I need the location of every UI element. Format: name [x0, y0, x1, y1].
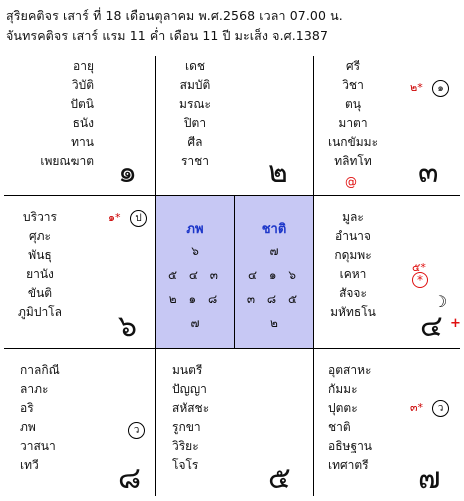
house-7-words: [328, 361, 408, 475]
house-5-word: มนตรี: [172, 363, 203, 377]
house-5-word: โจโร: [172, 458, 199, 472]
house-8-word: ภพ: [20, 420, 36, 434]
house-2-words: [160, 57, 230, 171]
house-5-word: รูกขา: [172, 420, 201, 434]
house-6-number: ๖: [118, 309, 138, 344]
house-6-word: พันธุ: [28, 248, 52, 262]
house-6-word: บริวาร: [23, 210, 57, 224]
house-7-word: กัมมะ: [328, 382, 358, 396]
house-1-words: [0, 57, 94, 171]
house-7-planet-label: ๓*: [410, 401, 424, 414]
house-4-word: มหัทธโน: [330, 305, 376, 319]
house-4-plus: +: [450, 316, 461, 331]
house-8-number: ๘: [118, 461, 142, 496]
house-6-planet-label: ๑*: [108, 211, 121, 224]
house-1-number: ๑: [118, 155, 138, 190]
house-8-words: [20, 361, 100, 475]
house-7-planet-symbol: ว: [432, 400, 449, 417]
house-6-word: ขันติ: [27, 286, 53, 300]
house-1-word: อายุ: [73, 59, 94, 73]
house-1-word: เพยณฆาต: [40, 154, 94, 168]
house-3-word: ศรี: [345, 59, 361, 73]
house-8-word: ลาภะ: [20, 382, 49, 396]
center-right-row: ๗: [269, 244, 279, 258]
center-right-row: ๔ ๑ ๖: [248, 268, 300, 282]
house-7-word: อธิษฐาน: [328, 439, 373, 453]
house-2-word: สมบัติ: [179, 78, 211, 92]
house-5-word: วิริยะ: [172, 439, 199, 453]
house-4-word: กดุมพะ: [334, 248, 372, 262]
house-1-word: ทาน: [71, 135, 94, 149]
house-3-word: ตนุ: [345, 97, 361, 111]
house-3-word: มาตา: [338, 116, 368, 130]
house-3-red-mark: @: [345, 175, 357, 189]
house-7-word: อุตสาหะ: [328, 363, 372, 377]
center-left-row: ๗: [190, 316, 200, 330]
house-4-word: สัจจะ: [339, 286, 367, 300]
center-left-row: ๖: [191, 244, 199, 258]
house-3-planet-label: ๒*: [410, 81, 423, 94]
house-6-word: ยานัง: [26, 267, 54, 281]
center-right-row: ๒: [270, 316, 278, 330]
grid-line-v2: [313, 56, 314, 496]
house-3-word: วิชา: [342, 78, 364, 92]
house-4-planet-symbol: *: [412, 272, 428, 288]
house-4-word: อำนาจ: [335, 229, 371, 243]
house-7-word: ปุตตะ: [328, 401, 358, 415]
house-4-words: [318, 208, 388, 322]
house-4-planet-label: ๕*: [412, 261, 426, 274]
house-8-word: กาลกิณี: [20, 363, 60, 377]
house-3-number: ๓: [418, 155, 439, 190]
house-4-number: ๔: [420, 309, 443, 344]
house-7-number: ๗: [418, 461, 441, 496]
moon-icon: ☽: [433, 292, 448, 311]
grid-line-h2: [4, 348, 460, 349]
house-7-word: ชาติ: [328, 420, 351, 434]
house-6-word: ภูมิปาโล: [18, 305, 62, 319]
house-5-words: [172, 361, 252, 475]
center-right-row: ๓ ๘ ๕: [246, 292, 302, 306]
house-6-words: [10, 208, 70, 322]
house-8-word: วาสนา: [20, 439, 56, 453]
house-2-word: ศีล: [187, 135, 203, 149]
house-8-word: เทวี: [20, 458, 39, 472]
header-solar-date: สุริยคติจร เสาร์ ที่ 18 เดือนตุลาคม พ.ศ.2568 เวลา 07.00 น.: [6, 8, 343, 23]
house-2-number: ๒: [268, 155, 288, 190]
house-7-word: เทศาตรี: [328, 458, 369, 472]
house-5-word: สหัสชะ: [172, 401, 210, 415]
center-left-row: ๕ ๔ ๓: [168, 268, 222, 282]
header-lunar-date: จันทรคติจร เสาร์ แรม 11 ค่ำ เดือน 11 ปี มะเส็ง จ.ศ.1387: [6, 28, 328, 43]
house-6-planet-symbol: ป: [130, 210, 147, 227]
center-left-row: ๒ ๑ ๘: [168, 292, 222, 306]
house-3-word: ทลิทโท: [334, 154, 372, 168]
house-1-word: ธนัง: [72, 116, 94, 130]
house-6-word: ศุภะ: [29, 229, 51, 243]
center-right-title: ชาติ: [261, 222, 287, 237]
house-2-word: ปิตา: [183, 116, 207, 130]
house-8-word: อริ: [20, 401, 34, 415]
house-2-word: ราชา: [180, 154, 210, 168]
house-4-word: มูละ: [342, 210, 364, 224]
center-left-title: ภพ: [186, 222, 204, 237]
house-5-word: ปัญญา: [172, 382, 207, 396]
house-3-words: [318, 57, 388, 171]
house-8-planet-symbol: ว: [128, 422, 145, 439]
house-2-word: เดช: [184, 59, 206, 73]
house-1-word: วิบัติ: [71, 78, 94, 92]
house-5-number: ๕: [268, 461, 291, 496]
house-3-word: เนกขัมมะ: [327, 135, 379, 149]
house-2-word: มรณะ: [179, 97, 211, 111]
house-1-word: ปัตนิ: [70, 97, 94, 111]
house-4-word: เคหา: [339, 267, 367, 281]
house-3-planet-symbol: ๑: [432, 80, 449, 97]
